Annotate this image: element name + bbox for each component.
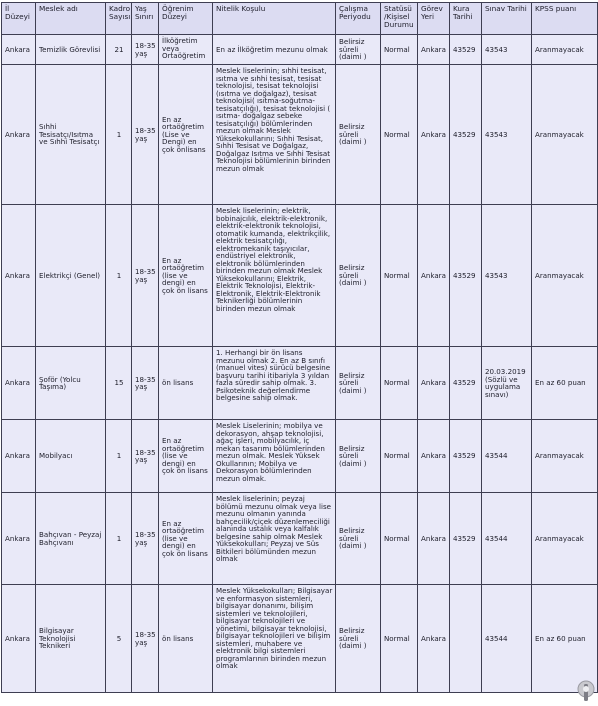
table-row bbox=[2, 585, 598, 693]
cell-periyot: Belirsiz süreli (daimi ) bbox=[336, 585, 381, 693]
cell-il: Ankara bbox=[2, 205, 36, 347]
cell-kura: 43529 bbox=[450, 420, 482, 493]
cell-meslek: Mobilyacı bbox=[36, 420, 106, 493]
cell-kpss: Aranmayacak bbox=[532, 205, 598, 347]
job-listing-table-wrapper bbox=[0, 2, 598, 693]
cell-kpss: En az 60 puan bbox=[532, 347, 598, 420]
cell-sinav: 43544 bbox=[482, 585, 532, 693]
cell-periyot: Belirsiz süreli (daimi ) bbox=[336, 420, 381, 493]
cell-yas: 18-35 yaş bbox=[132, 585, 159, 693]
col-header-statu: Statüsü /Kişisel Durumu bbox=[381, 3, 418, 35]
cell-kadro: 1 bbox=[106, 65, 132, 205]
cell-periyot: Belirsiz süreli (daimi ) bbox=[336, 205, 381, 347]
cell-sinav: 43544 bbox=[482, 420, 532, 493]
col-header-il: İl Düzeyi bbox=[2, 3, 36, 35]
col-header-gorev: Görev Yeri bbox=[418, 3, 450, 35]
cell-statu: Normal bbox=[381, 205, 418, 347]
cell-gorev: Ankara bbox=[418, 65, 450, 205]
cell-nitelik: Meslek Liselerinin; mobilya ve dekorasyon, ahşap teknolojisi, ağaç işleri, mobilyacılık, iç mekan tasarımı bölümlerinden mezun olmak. Meslek Yüksek Okullarının; Mobilya ve Dekorasyon bölümlerinden mezun olmak. bbox=[213, 420, 336, 493]
cell-il: Ankara bbox=[2, 35, 36, 65]
cell-kadro: 1 bbox=[106, 420, 132, 493]
cell-kpss: Aranmayacak bbox=[532, 65, 598, 205]
cell-sinav: 43543 bbox=[482, 65, 532, 205]
table-row bbox=[2, 35, 598, 65]
cell-statu: Normal bbox=[381, 347, 418, 420]
cell-kadro: 1 bbox=[106, 205, 132, 347]
col-header-yas: Yaş Sınırı bbox=[132, 3, 159, 35]
cell-il: Ankara bbox=[2, 347, 36, 420]
cell-nitelik: Meslek liselerinin; peyzaj bölümü mezunu olmak veya lise mezunu olmanın yanında bahçecilik/çiçek düzenlemeciliği alanında ustalık veya kalfalık belgesine sahip olmak Meslek Yüksekokulları; Peyzaj ve Süs Bitkileri bölümünden mezun olmak bbox=[213, 493, 336, 585]
cell-kadro: 1 bbox=[106, 493, 132, 585]
cell-kpss: En az 60 puan bbox=[532, 585, 598, 693]
cell-nitelik: 1. Herhangi bir ön lisans mezunu olmak 2. En az B sınıfı (manuel vites) sürücü belgesine başvuru tarihi itibariyla 3 yıldan fazla süredir sahip olmak. 3. Psikoteknik değerlendirme belgesine sahip olmak. bbox=[213, 347, 336, 420]
cell-kura: 43529 bbox=[450, 347, 482, 420]
cell-kura: 43529 bbox=[450, 35, 482, 65]
cell-yas: 18-35 yaş bbox=[132, 493, 159, 585]
cell-sinav: 43543 bbox=[482, 205, 532, 347]
cell-statu: Normal bbox=[381, 585, 418, 693]
cell-gorev: Ankara bbox=[418, 35, 450, 65]
cell-ogrenim: İlköğretim veya Ortaöğretim bbox=[159, 35, 213, 65]
cell-kadro: 5 bbox=[106, 585, 132, 693]
col-header-kpss: KPSS puanı bbox=[532, 3, 598, 35]
cell-kadro: 15 bbox=[106, 347, 132, 420]
table-row bbox=[2, 347, 598, 420]
cell-kura bbox=[450, 585, 482, 693]
cell-ogrenim: ön lisans bbox=[159, 347, 213, 420]
cell-kura: 43529 bbox=[450, 493, 482, 585]
col-header-sinav: Sınav Tarihi bbox=[482, 3, 532, 35]
cell-statu: Normal bbox=[381, 493, 418, 585]
cell-gorev: Ankara bbox=[418, 585, 450, 693]
col-header-kura: Kura Tarihi bbox=[450, 3, 482, 35]
cell-ogrenim: ön lisans bbox=[159, 585, 213, 693]
cell-il: Ankara bbox=[2, 493, 36, 585]
cell-ogrenim: En az ortaöğretim (Lise ve Dengi) en çok önlisans bbox=[159, 65, 213, 205]
cell-meslek: Temizlik Görevlisi bbox=[36, 35, 106, 65]
cell-il: Ankara bbox=[2, 65, 36, 205]
cell-nitelik: Meslek Yüksekokulları; Bilgisayar ve enformasyon sistemleri, bilgisayar donanımı, bilişim sistemleri ve teknolojileri, bilgisayar teknolojileri ve yönetimi, bilgisayar teknolojisi, bilgisayar teknolojileri ve bilişim sistemleri, muhabere ve elektronik bilgi sistemleri programlarının birinden mezun olmak bbox=[213, 585, 336, 693]
table-row bbox=[2, 65, 598, 205]
col-header-kadro: Kadro Sayısı bbox=[106, 3, 132, 35]
cell-sinav: 20.03.2019 (Sözlü ve uygulama sınavı) bbox=[482, 347, 532, 420]
cell-kura: 43529 bbox=[450, 205, 482, 347]
job-listing-table bbox=[1, 2, 598, 693]
cell-kpss: Aranmayacak bbox=[532, 35, 598, 65]
cell-statu: Normal bbox=[381, 420, 418, 493]
cell-meslek: Bilgisayar Teknolojisi Teknikeri bbox=[36, 585, 106, 693]
cell-ogrenim: En az ortaöğretim (lise ve dengi) en çok ön lisans bbox=[159, 420, 213, 493]
cell-yas: 18-35 yaş bbox=[132, 420, 159, 493]
cell-yas: 18-35 yaş bbox=[132, 205, 159, 347]
cell-meslek: Bahçıvan - Peyzaj Bahçıvanı bbox=[36, 493, 106, 585]
col-header-nitelik: Nitelik Koşulu bbox=[213, 3, 336, 35]
cell-yas: 18-35 yaş bbox=[132, 35, 159, 65]
cell-nitelik: Meslek liselerinin; sıhhi tesisat, ısıtma ve sıhhi tesisat, tesisat teknolojisi, tesisat teknolojisi (ısıtma ve doğalgaz), tesisat teknolojisi( ısıtma-soğutma- tesisatçılığı), tesisat teknolojisi ( ısıtma- doğalgaz sebeke tesisatçılığı) bölümlerinden mezun olmak Meslek Yüksekokullarını; Sıhhi Tesisat, Sıhhi Tesisat ve Doğalgaz, Doğalgaz Isıtma ve Sıhhi Tesisat Teknolojisi bölümlerinin birinden mezun olmak bbox=[213, 65, 336, 205]
table-header-row bbox=[2, 3, 598, 35]
cell-kpss: Aranmayacak bbox=[532, 420, 598, 493]
cell-statu: Normal bbox=[381, 35, 418, 65]
cell-meslek: Şoför (Yolcu Taşıma) bbox=[36, 347, 106, 420]
cell-statu: Normal bbox=[381, 65, 418, 205]
cell-gorev: Ankara bbox=[418, 347, 450, 420]
cell-kpss: Aranmayacak bbox=[532, 493, 598, 585]
cell-periyot: Belirsiz süreli (daimi ) bbox=[336, 35, 381, 65]
cell-periyot: Belirsiz süreli (daimi ) bbox=[336, 65, 381, 205]
cell-sinav: 43543 bbox=[482, 35, 532, 65]
cell-yas: 18-35 yaş bbox=[132, 347, 159, 420]
cell-nitelik: Meslek liselerinin; elektrik, bobinajcılık, elektrik-elektronik, elektrik-elektronik teknolojisi, otomatik kumanda, elektrikçilik, elektrik tesisatçılığı, elektromekanik taşıyıcılar, endüstriyel elektronik, elektronik bölümlerinden birinden mezun olmak Meslek Yüksekokullarını; Elektrik, Elektrik Teknolojisi, Elektrik-Elektronik, Elektrik-Elektronik Teknikerliği bölümlerinin birinden mezun olmak bbox=[213, 205, 336, 347]
cell-periyot: Belirsiz süreli (daimi ) bbox=[336, 493, 381, 585]
col-header-periyot: Çalışma Periyodu bbox=[336, 3, 381, 35]
cell-nitelik: En az İlköğretim mezunu olmak bbox=[213, 35, 336, 65]
col-header-meslek: Meslek adı bbox=[36, 3, 106, 35]
cell-meslek: Sıhhi Tesisatçı/Isıtma ve Sıhhi Tesisatçı bbox=[36, 65, 106, 205]
cell-ogrenim: En az ortaöğretim (lise ve dengi) en çok ön lisans bbox=[159, 493, 213, 585]
cell-gorev: Ankara bbox=[418, 420, 450, 493]
cell-gorev: Ankara bbox=[418, 493, 450, 585]
cell-periyot: Belirsiz süreli (daimi ) bbox=[336, 347, 381, 420]
cell-ogrenim: En az ortaöğretim (lise ve dengi) en çok ön lisans bbox=[159, 205, 213, 347]
cell-gorev: Ankara bbox=[418, 205, 450, 347]
table-row bbox=[2, 493, 598, 585]
table-row bbox=[2, 205, 598, 347]
table-row bbox=[2, 420, 598, 493]
col-header-ogrenim: Öğrenim Düzeyi bbox=[159, 3, 213, 35]
cell-yas: 18-35 yaş bbox=[132, 65, 159, 205]
cell-kadro: 21 bbox=[106, 35, 132, 65]
cell-meslek: Elektrikçi (Genel) bbox=[36, 205, 106, 347]
cell-kura: 43529 bbox=[450, 65, 482, 205]
cell-il: Ankara bbox=[2, 585, 36, 693]
cell-il: Ankara bbox=[2, 420, 36, 493]
lock-pin-icon bbox=[576, 680, 596, 704]
cell-sinav: 43544 bbox=[482, 493, 532, 585]
